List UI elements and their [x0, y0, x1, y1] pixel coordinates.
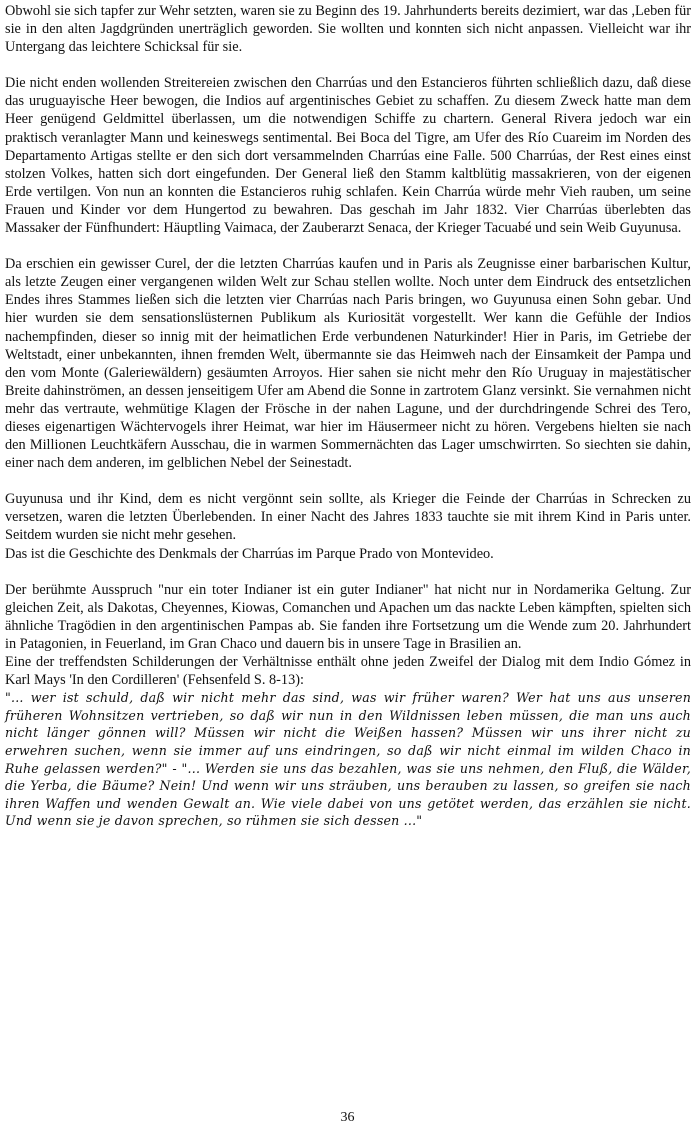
paragraph-1: Obwohl sie sich tapfer zur Wehr setzten, waren sie zu Beginn des 19. Jahrhunderts bereits dezimiert, war das ,Leben für sie in den alten Jagdgründen unerträglich geworden. Sie wollten und konnten sich nicht anpassen. Vielleicht war ihr Untergang das leichtere Schicksal für sie. — [5, 3, 691, 56]
paragraph-gap — [5, 237, 691, 255]
karl-may-quote: "... wer ist schuld, daß wir nicht mehr das sind, was wir früher waren? Wer hat uns aus unseren früheren Wohnsitzen vertrieben, so daß wir nun in den Wildnissen leben müssen, die man uns auch nicht länger gönnen will? Müssen wir nicht die Weißen hassen? Müssen wir uns ihrer nicht zu erwehren suchen, wenn sie immer auf uns eindringen, so daß wir nicht einmal im wilden Chaco in Ruhe gelassen werden?" - "... Werden sie uns das bezahlen, was sie uns nehmen, den Fluß, die Wälder, die Yerba, die Bäume? Nein! Und wenn wir uns sträuben, uns berauben zu lassen, so greifen sie nach ihren Waffen und wenden Gewalt an. Wie viele dabei von uns getötet werden, das erzählen sie nicht. Und wenn sie je davon sprechen, so rühmen sie sich dessen ..." — [5, 690, 691, 829]
paragraph-2: Die nicht enden wollenden Streitereien zwischen den Charrúas und den Estancieros führten schließlich dazu, daß diese das uruguayische Heer bewogen, die Indios auf argentinisches Gebiet zu schaffen. Zu diesem Zweck hatte man dem Heer genügend Geldmittel überlassen, um die notwendigen Schiffe zu chartern. General Rivera jedoch war ein praktisch veranlagter Mann und keineswegs sentimental. Bei Boca del Tigre, am Ufer des Río Cuareim im Norden des Departamento Artigas stellte er den sich dort versammelnden Charrúas eine Falle. 500 Charrúas, der Rest eines einst stolzen Volkes, hatten sich dort eingefunden. Der General ließ den Stamm kaltblütig massakrieren, von der eigenen Erde vertilgen. Von nun an konnten die Estancieros ruhig schlafen. Kein Charrúa würde mehr Vieh rauben, um seine Frauen und Kinder vor dem Hungertod zu bewahren. Das geschah im Jahr 1832. Vier Charrúas überlebten das Massaker der Fünfhundert: Häuptling Vaimaca, der Zauberarzt Senaca, der Krieger Tacuabé und sein Weib Guyunusa. — [5, 75, 691, 237]
paragraph-6: Der berühmte Ausspruch "nur ein toter Indianer ist ein guter Indianer" hat nicht nur in Nordamerika Geltung. Zur gleichen Zeit, als Dakotas, Cheyennes, Kiowas, Comanchen und Apachen um das nackte Leben kämpften, spielten sich ähnliche Tragödien in den argentinischen Pampas ab. Sie fanden ihre Fortsetzung um die Wende zum 20. Jahrhundert in Patagonien, in Feuerland, im Gran Chaco und dauern bis in unsere Tage in Brasilien an. — [5, 581, 691, 652]
document-page — [5, 2, 691, 830]
paragraph-3: Da erschien ein gewisser Curel, der die letzten Charrúas kaufen und in Paris als Zeugnisse einer barbarischen Kultur, als letzte Zeugen einer vergangenen wilden Welt zur Schau stellen wollte. Noch unter dem Eindruck des entsetzlichen Endes ihres Stammes ließen sich die letzten vier Charrúas nach Paris bringen, wo Guyunusa einen Sohn gebar. Und hier wurden sie dem sensationslüsternen Publikum als Kuriosität vorgestellt. Wer kann die Gefühle der Indios nachempfinden, dieser so innig mit der heimatlichen Erde verbundenen Naturkinder! Hier in Paris, im Getriebe der Weltstadt, einer unbekannten, ihnen fremden Welt, übermannte sie das Heimweh nach der Einsamkeit der Pampa und den vom Monte (Galeriewäldern) gesäumten Arroyos. Hier sahen sie nicht mehr den Río Uruguay in majestätischer Breite dahinströmen, an dessen jenseitigem Ufer am Abend die Sonne in zartrotem Glanz versinkt. Sie vernahmen nicht mehr das vertraute, wehmütige Klagen der Frösche in der nahen Lagune, und der durchdringende Schrei des Tero, dieses eigenartigen Wächtervogels ihrer Heimat, war hier im Häusermeer nicht zu hören. Vergebens hielten sie nach den Millionen Leuchtkäfern Ausschau, die in warmen Sommernächten das Lager umschwirrten. So siechten sie dahin, einer nach dem anderen, im gelblichen Nebel der Seinestadt. — [5, 256, 691, 472]
paragraph-gap — [5, 563, 691, 581]
paragraph-gap — [5, 56, 691, 74]
paragraph-4: Guyunusa und ihr Kind, dem es nicht vergönnt sein sollte, als Krieger die Feinde der Charrúas in Schrecken zu versetzen, waren die letzten Überlebenden. In einer Nacht des Jahres 1833 tauchte sie mit ihrem Kind in Paris unter. Seitdem wurden sie nicht mehr gesehen. — [5, 491, 691, 544]
paragraph-5: Das ist die Geschichte des Denkmals der Charrúas im Parque Prado von Montevideo. — [5, 545, 494, 562]
paragraph-gap — [5, 472, 691, 490]
page-number: 36 — [340, 1110, 355, 1125]
paragraph-7: Eine der treffendsten Schilderungen der Verhältnisse enthält ohne jeden Zweifel der Dialog mit dem Indio Gómez in Karl Mays 'In den Cordilleren' (Fehsenfeld S. 8-13): — [5, 654, 691, 689]
